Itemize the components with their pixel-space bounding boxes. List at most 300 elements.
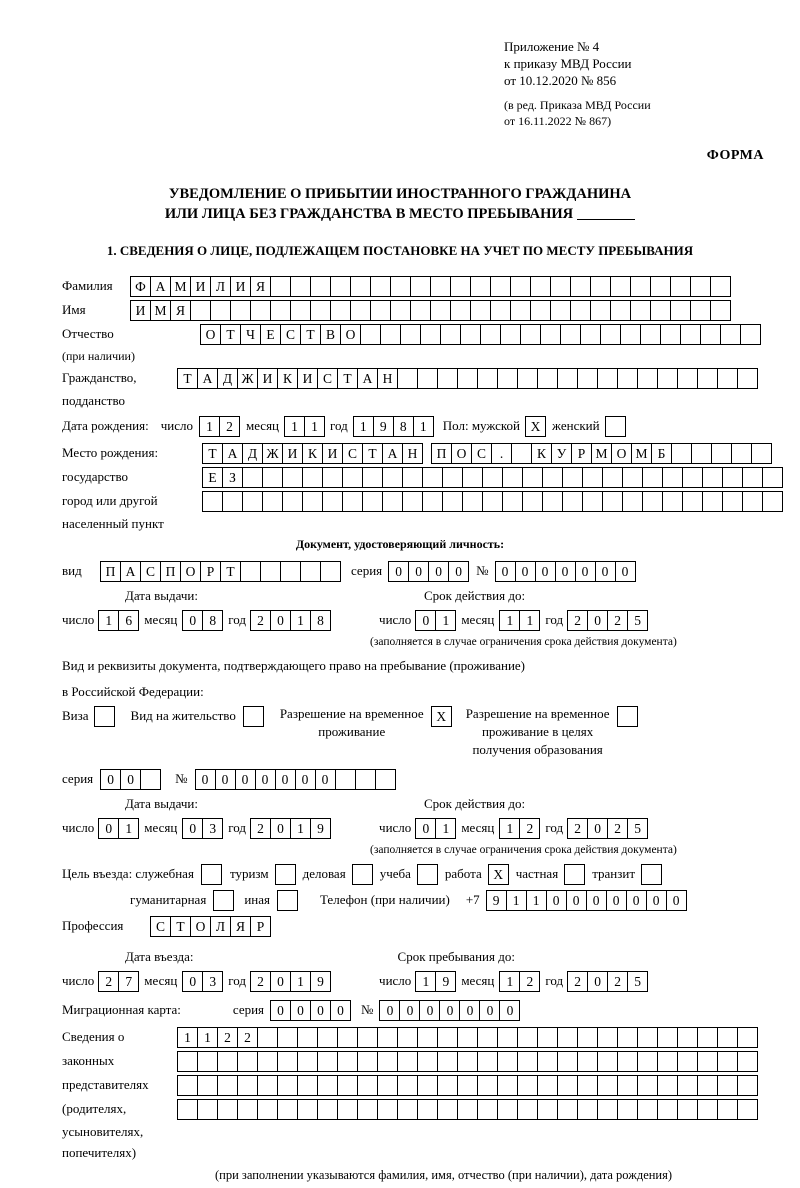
form-cell[interactable]: [617, 1099, 638, 1120]
form-cell[interactable]: [517, 1051, 538, 1072]
form-cell[interactable]: [711, 443, 732, 464]
form-cell[interactable]: [680, 324, 701, 345]
form-cell[interactable]: [740, 324, 761, 345]
input-perm-valid-year[interactable]: [567, 818, 648, 839]
form-cell[interactable]: 0: [255, 769, 276, 790]
input-entry-year[interactable]: [250, 971, 331, 992]
form-cell[interactable]: 2: [607, 971, 628, 992]
form-cell[interactable]: [497, 1099, 518, 1120]
form-cell[interactable]: [457, 1051, 478, 1072]
form-cell[interactable]: 1: [413, 416, 434, 437]
input-profession[interactable]: [150, 916, 271, 937]
input-doc-issue-month[interactable]: [182, 610, 223, 631]
form-cell[interactable]: [697, 1099, 718, 1120]
form-cell[interactable]: Т: [220, 324, 241, 345]
form-cell[interactable]: [637, 1051, 658, 1072]
form-cell[interactable]: 0: [415, 610, 436, 631]
form-cell[interactable]: 2: [217, 1027, 238, 1048]
form-cell[interactable]: [470, 300, 491, 321]
form-cell[interactable]: [742, 491, 763, 512]
form-cell[interactable]: 0: [626, 890, 647, 911]
form-cell[interactable]: [630, 300, 651, 321]
form-cell[interactable]: 0: [290, 1000, 311, 1021]
form-cell[interactable]: [310, 276, 331, 297]
form-cell[interactable]: О: [190, 916, 211, 937]
input-birth-year[interactable]: [353, 416, 434, 437]
form-cell[interactable]: Х: [525, 416, 546, 437]
form-cell[interactable]: [177, 1075, 198, 1096]
form-cell[interactable]: [590, 300, 611, 321]
form-cell[interactable]: [94, 706, 115, 727]
form-cell[interactable]: [430, 276, 451, 297]
form-cell[interactable]: 9: [310, 818, 331, 839]
form-cell[interactable]: [697, 1027, 718, 1048]
form-cell[interactable]: [355, 769, 376, 790]
input-birth-city-row3[interactable]: [202, 491, 783, 512]
form-cell[interactable]: [597, 368, 618, 389]
form-cell[interactable]: [497, 1027, 518, 1048]
form-cell[interactable]: [197, 1051, 218, 1072]
form-cell[interactable]: [352, 864, 373, 885]
form-cell[interactable]: [517, 368, 538, 389]
checkbox-purpose-humanitarian[interactable]: [213, 890, 234, 911]
form-cell[interactable]: [210, 300, 231, 321]
form-cell[interactable]: 0: [495, 561, 516, 582]
form-cell[interactable]: [537, 368, 558, 389]
form-cell[interactable]: [190, 300, 211, 321]
form-cell[interactable]: 1: [506, 890, 527, 911]
form-cell[interactable]: [737, 1027, 758, 1048]
form-cell[interactable]: [637, 368, 658, 389]
form-cell[interactable]: 1: [435, 818, 456, 839]
form-cell[interactable]: М: [631, 443, 652, 464]
form-cell[interactable]: [670, 300, 691, 321]
form-cell[interactable]: 2: [250, 610, 271, 631]
form-cell[interactable]: [397, 1075, 418, 1096]
form-cell[interactable]: 0: [182, 610, 203, 631]
form-cell[interactable]: 1: [177, 1027, 198, 1048]
form-cell[interactable]: [450, 276, 471, 297]
form-cell[interactable]: [277, 1099, 298, 1120]
form-cell[interactable]: [382, 491, 403, 512]
form-cell[interactable]: [177, 1099, 198, 1120]
input-perm-number[interactable]: [195, 769, 396, 790]
form-cell[interactable]: .: [491, 443, 512, 464]
form-cell[interactable]: М: [591, 443, 612, 464]
form-cell[interactable]: И: [297, 368, 318, 389]
form-cell[interactable]: Т: [202, 443, 223, 464]
form-cell[interactable]: [710, 276, 731, 297]
form-cell[interactable]: [290, 300, 311, 321]
form-cell[interactable]: 7: [118, 971, 139, 992]
form-cell[interactable]: [700, 324, 721, 345]
form-cell[interactable]: [350, 300, 371, 321]
form-cell[interactable]: Х: [488, 864, 509, 885]
form-cell[interactable]: 2: [219, 416, 240, 437]
form-cell[interactable]: 5: [627, 610, 648, 631]
form-cell[interactable]: [302, 467, 323, 488]
input-perm-series[interactable]: [100, 769, 161, 790]
form-cell[interactable]: Л: [210, 276, 231, 297]
form-cell[interactable]: [582, 491, 603, 512]
form-cell[interactable]: [477, 368, 498, 389]
form-cell[interactable]: 0: [270, 818, 291, 839]
form-cell[interactable]: [280, 561, 301, 582]
form-cell[interactable]: 3: [202, 971, 223, 992]
form-cell[interactable]: [237, 1051, 258, 1072]
form-cell[interactable]: [337, 1027, 358, 1048]
form-cell[interactable]: [557, 1075, 578, 1096]
form-cell[interactable]: [417, 368, 438, 389]
form-cell[interactable]: 9: [310, 971, 331, 992]
input-doc-valid-year[interactable]: [567, 610, 648, 631]
form-cell[interactable]: 1: [499, 971, 520, 992]
form-cell[interactable]: [357, 1099, 378, 1120]
form-cell[interactable]: [691, 443, 712, 464]
form-cell[interactable]: О: [200, 324, 221, 345]
form-cell[interactable]: [610, 300, 631, 321]
form-cell[interactable]: 2: [567, 818, 588, 839]
input-stay-month[interactable]: [499, 971, 540, 992]
form-cell[interactable]: [697, 1051, 718, 1072]
form-cell[interactable]: [522, 467, 543, 488]
form-cell[interactable]: [602, 467, 623, 488]
form-cell[interactable]: [737, 1099, 758, 1120]
form-cell[interactable]: Я: [170, 300, 191, 321]
form-cell[interactable]: 1: [197, 1027, 218, 1048]
form-cell[interactable]: И: [190, 276, 211, 297]
form-cell[interactable]: [402, 491, 423, 512]
form-cell[interactable]: П: [431, 443, 452, 464]
form-cell[interactable]: 2: [237, 1027, 258, 1048]
checkbox-sex-male[interactable]: [525, 416, 546, 437]
form-cell[interactable]: [722, 491, 743, 512]
form-cell[interactable]: [522, 491, 543, 512]
form-cell[interactable]: [737, 1051, 758, 1072]
checkbox-purpose-other[interactable]: [277, 890, 298, 911]
form-cell[interactable]: 1: [290, 971, 311, 992]
form-cell[interactable]: [390, 300, 411, 321]
form-cell[interactable]: 0: [98, 818, 119, 839]
checkbox-purpose-private[interactable]: [564, 864, 585, 885]
form-cell[interactable]: 2: [250, 818, 271, 839]
form-cell[interactable]: [282, 467, 303, 488]
form-cell[interactable]: Д: [217, 368, 238, 389]
form-cell[interactable]: [657, 368, 678, 389]
form-cell[interactable]: [557, 1099, 578, 1120]
form-cell[interactable]: [600, 324, 621, 345]
form-cell[interactable]: [470, 276, 491, 297]
form-cell[interactable]: 0: [515, 561, 536, 582]
form-cell[interactable]: 0: [182, 818, 203, 839]
input-doc-series[interactable]: [388, 561, 469, 582]
input-doc-number[interactable]: [495, 561, 636, 582]
form-cell[interactable]: С: [342, 443, 363, 464]
form-cell[interactable]: [717, 1051, 738, 1072]
form-cell[interactable]: 1: [284, 416, 305, 437]
form-cell[interactable]: [201, 864, 222, 885]
form-cell[interactable]: [617, 1027, 638, 1048]
form-cell[interactable]: [605, 416, 626, 437]
form-cell[interactable]: И: [282, 443, 303, 464]
form-cell[interactable]: [640, 324, 661, 345]
input-entry-day[interactable]: [98, 971, 139, 992]
form-cell[interactable]: З: [222, 467, 243, 488]
form-cell[interactable]: [442, 467, 463, 488]
form-cell[interactable]: [320, 561, 341, 582]
form-cell[interactable]: О: [340, 324, 361, 345]
form-cell[interactable]: [322, 467, 343, 488]
form-cell[interactable]: [410, 300, 431, 321]
form-cell[interactable]: [737, 368, 758, 389]
form-cell[interactable]: Т: [362, 443, 383, 464]
form-cell[interactable]: 1: [290, 818, 311, 839]
form-cell[interactable]: [497, 1075, 518, 1096]
form-cell[interactable]: 2: [567, 610, 588, 631]
form-cell[interactable]: П: [100, 561, 121, 582]
form-cell[interactable]: [337, 1051, 358, 1072]
form-cell[interactable]: П: [160, 561, 181, 582]
form-cell[interactable]: [460, 324, 481, 345]
form-cell[interactable]: [277, 1051, 298, 1072]
form-cell[interactable]: [177, 1051, 198, 1072]
form-cell[interactable]: [677, 1051, 698, 1072]
form-cell[interactable]: С: [471, 443, 492, 464]
form-cell[interactable]: [357, 1027, 378, 1048]
form-cell[interactable]: [430, 300, 451, 321]
form-cell[interactable]: [510, 276, 531, 297]
form-cell[interactable]: [260, 561, 281, 582]
form-cell[interactable]: [722, 467, 743, 488]
form-cell[interactable]: [617, 1075, 638, 1096]
form-cell[interactable]: А: [197, 368, 218, 389]
form-cell[interactable]: 0: [479, 1000, 500, 1021]
form-cell[interactable]: 1: [526, 890, 547, 911]
checkbox-purpose-work[interactable]: [488, 864, 509, 885]
form-cell[interactable]: [650, 276, 671, 297]
form-cell[interactable]: [657, 1099, 678, 1120]
form-cell[interactable]: Е: [260, 324, 281, 345]
form-cell[interactable]: Л: [210, 916, 231, 937]
form-cell[interactable]: [577, 1099, 598, 1120]
form-cell[interactable]: [617, 1051, 638, 1072]
form-cell[interactable]: 2: [250, 971, 271, 992]
form-cell[interactable]: [540, 324, 561, 345]
checkbox-temp-residence[interactable]: [431, 706, 452, 727]
form-cell[interactable]: Н: [402, 443, 423, 464]
form-cell[interactable]: [637, 1027, 658, 1048]
form-cell[interactable]: Ф: [130, 276, 151, 297]
form-cell[interactable]: Р: [250, 916, 271, 937]
form-cell[interactable]: [550, 276, 571, 297]
form-cell[interactable]: [342, 467, 363, 488]
input-perm-issue-year[interactable]: [250, 818, 331, 839]
form-cell[interactable]: С: [140, 561, 161, 582]
form-cell[interactable]: [542, 467, 563, 488]
form-cell[interactable]: [360, 324, 381, 345]
form-cell[interactable]: [342, 491, 363, 512]
form-cell[interactable]: [637, 1099, 658, 1120]
form-cell[interactable]: [213, 890, 234, 911]
form-cell[interactable]: [617, 706, 638, 727]
form-cell[interactable]: [602, 491, 623, 512]
form-cell[interactable]: [257, 1099, 278, 1120]
form-cell[interactable]: [570, 276, 591, 297]
form-cell[interactable]: [377, 1099, 398, 1120]
form-cell[interactable]: [550, 300, 571, 321]
form-cell[interactable]: [300, 561, 321, 582]
form-cell[interactable]: 5: [627, 818, 648, 839]
checkbox-sex-female[interactable]: [605, 416, 626, 437]
checkbox-visa[interactable]: [94, 706, 115, 727]
form-cell[interactable]: [422, 467, 443, 488]
form-cell[interactable]: 0: [546, 890, 567, 911]
form-cell[interactable]: 0: [310, 1000, 331, 1021]
form-cell[interactable]: [197, 1099, 218, 1120]
form-cell[interactable]: 0: [499, 1000, 520, 1021]
form-cell[interactable]: [420, 324, 441, 345]
form-cell[interactable]: [480, 324, 501, 345]
form-cell[interactable]: [537, 1075, 558, 1096]
form-cell[interactable]: [657, 1051, 678, 1072]
form-cell[interactable]: Я: [250, 276, 271, 297]
form-cell[interactable]: 3: [202, 818, 223, 839]
form-cell[interactable]: [397, 1027, 418, 1048]
form-cell[interactable]: [537, 1051, 558, 1072]
form-cell[interactable]: [682, 467, 703, 488]
form-cell[interactable]: [270, 276, 291, 297]
form-cell[interactable]: [302, 491, 323, 512]
form-cell[interactable]: [417, 1051, 438, 1072]
input-birth-day[interactable]: [199, 416, 240, 437]
form-cell[interactable]: 0: [439, 1000, 460, 1021]
form-cell[interactable]: Б: [651, 443, 672, 464]
form-cell[interactable]: Р: [571, 443, 592, 464]
form-cell[interactable]: И: [230, 276, 251, 297]
form-cell[interactable]: 0: [535, 561, 556, 582]
form-cell[interactable]: [477, 1075, 498, 1096]
form-cell[interactable]: 0: [408, 561, 429, 582]
form-cell[interactable]: [510, 300, 531, 321]
form-cell[interactable]: 0: [379, 1000, 400, 1021]
form-cell[interactable]: [671, 443, 692, 464]
form-cell[interactable]: Н: [377, 368, 398, 389]
form-cell[interactable]: Ж: [237, 368, 258, 389]
form-cell[interactable]: 8: [310, 610, 331, 631]
form-cell[interactable]: 9: [486, 890, 507, 911]
form-cell[interactable]: [140, 769, 161, 790]
form-cell[interactable]: [457, 1099, 478, 1120]
form-cell[interactable]: 2: [519, 818, 540, 839]
form-cell[interactable]: 1: [118, 818, 139, 839]
form-cell[interactable]: С: [317, 368, 338, 389]
form-cell[interactable]: [597, 1075, 618, 1096]
form-cell[interactable]: [380, 324, 401, 345]
form-cell[interactable]: [642, 491, 663, 512]
form-cell[interactable]: [720, 324, 741, 345]
form-cell[interactable]: [370, 300, 391, 321]
form-cell[interactable]: [557, 368, 578, 389]
input-stay-year[interactable]: [567, 971, 648, 992]
form-cell[interactable]: 1: [304, 416, 325, 437]
form-cell[interactable]: [222, 491, 243, 512]
input-legal-rep-row-2[interactable]: [177, 1051, 758, 1072]
form-cell[interactable]: [497, 368, 518, 389]
form-cell[interactable]: С: [280, 324, 301, 345]
form-cell[interactable]: [462, 467, 483, 488]
form-cell[interactable]: М: [150, 300, 171, 321]
form-cell[interactable]: 2: [607, 610, 628, 631]
form-cell[interactable]: [377, 1051, 398, 1072]
form-cell[interactable]: [702, 491, 723, 512]
form-cell[interactable]: 1: [353, 416, 374, 437]
input-doc-valid-month[interactable]: [499, 610, 540, 631]
form-cell[interactable]: И: [130, 300, 151, 321]
form-cell[interactable]: [490, 300, 511, 321]
form-cell[interactable]: Ж: [262, 443, 283, 464]
form-cell[interactable]: [317, 1027, 338, 1048]
form-cell[interactable]: [457, 1027, 478, 1048]
form-cell[interactable]: [277, 1027, 298, 1048]
input-name[interactable]: [130, 300, 731, 321]
form-cell[interactable]: [375, 769, 396, 790]
form-cell[interactable]: [310, 300, 331, 321]
form-cell[interactable]: 0: [606, 890, 627, 911]
form-cell[interactable]: 2: [567, 971, 588, 992]
form-cell[interactable]: [450, 300, 471, 321]
form-cell[interactable]: [297, 1075, 318, 1096]
form-cell[interactable]: К: [531, 443, 552, 464]
form-cell[interactable]: А: [222, 443, 243, 464]
form-cell[interactable]: [330, 300, 351, 321]
form-cell[interactable]: [560, 324, 581, 345]
form-cell[interactable]: [737, 1075, 758, 1096]
input-doc-issue-year[interactable]: [250, 610, 331, 631]
input-legal-rep-row-4[interactable]: [177, 1099, 758, 1120]
form-cell[interactable]: [697, 1075, 718, 1096]
form-cell[interactable]: 0: [270, 1000, 291, 1021]
form-cell[interactable]: [317, 1075, 338, 1096]
form-cell[interactable]: [217, 1051, 238, 1072]
form-cell[interactable]: 0: [388, 561, 409, 582]
form-cell[interactable]: [597, 1051, 618, 1072]
input-legal-rep-row-3[interactable]: [177, 1075, 758, 1096]
form-cell[interactable]: [660, 324, 681, 345]
form-cell[interactable]: [417, 864, 438, 885]
form-cell[interactable]: [437, 1051, 458, 1072]
form-cell[interactable]: [717, 1027, 738, 1048]
form-cell[interactable]: 0: [587, 610, 608, 631]
checkbox-purpose-transit[interactable]: [641, 864, 662, 885]
form-cell[interactable]: 1: [290, 610, 311, 631]
form-cell[interactable]: Т: [337, 368, 358, 389]
form-cell[interactable]: [564, 864, 585, 885]
form-cell[interactable]: [322, 491, 343, 512]
form-cell[interactable]: [662, 491, 683, 512]
form-cell[interactable]: [297, 1099, 318, 1120]
form-cell[interactable]: [402, 467, 423, 488]
form-cell[interactable]: 0: [195, 769, 216, 790]
form-cell[interactable]: [362, 491, 383, 512]
form-cell[interactable]: [717, 368, 738, 389]
form-cell[interactable]: 0: [448, 561, 469, 582]
form-cell[interactable]: [457, 1075, 478, 1096]
form-cell[interactable]: [257, 1051, 278, 1072]
form-cell[interactable]: [337, 1099, 358, 1120]
form-cell[interactable]: [677, 368, 698, 389]
form-cell[interactable]: [751, 443, 772, 464]
form-cell[interactable]: И: [322, 443, 343, 464]
